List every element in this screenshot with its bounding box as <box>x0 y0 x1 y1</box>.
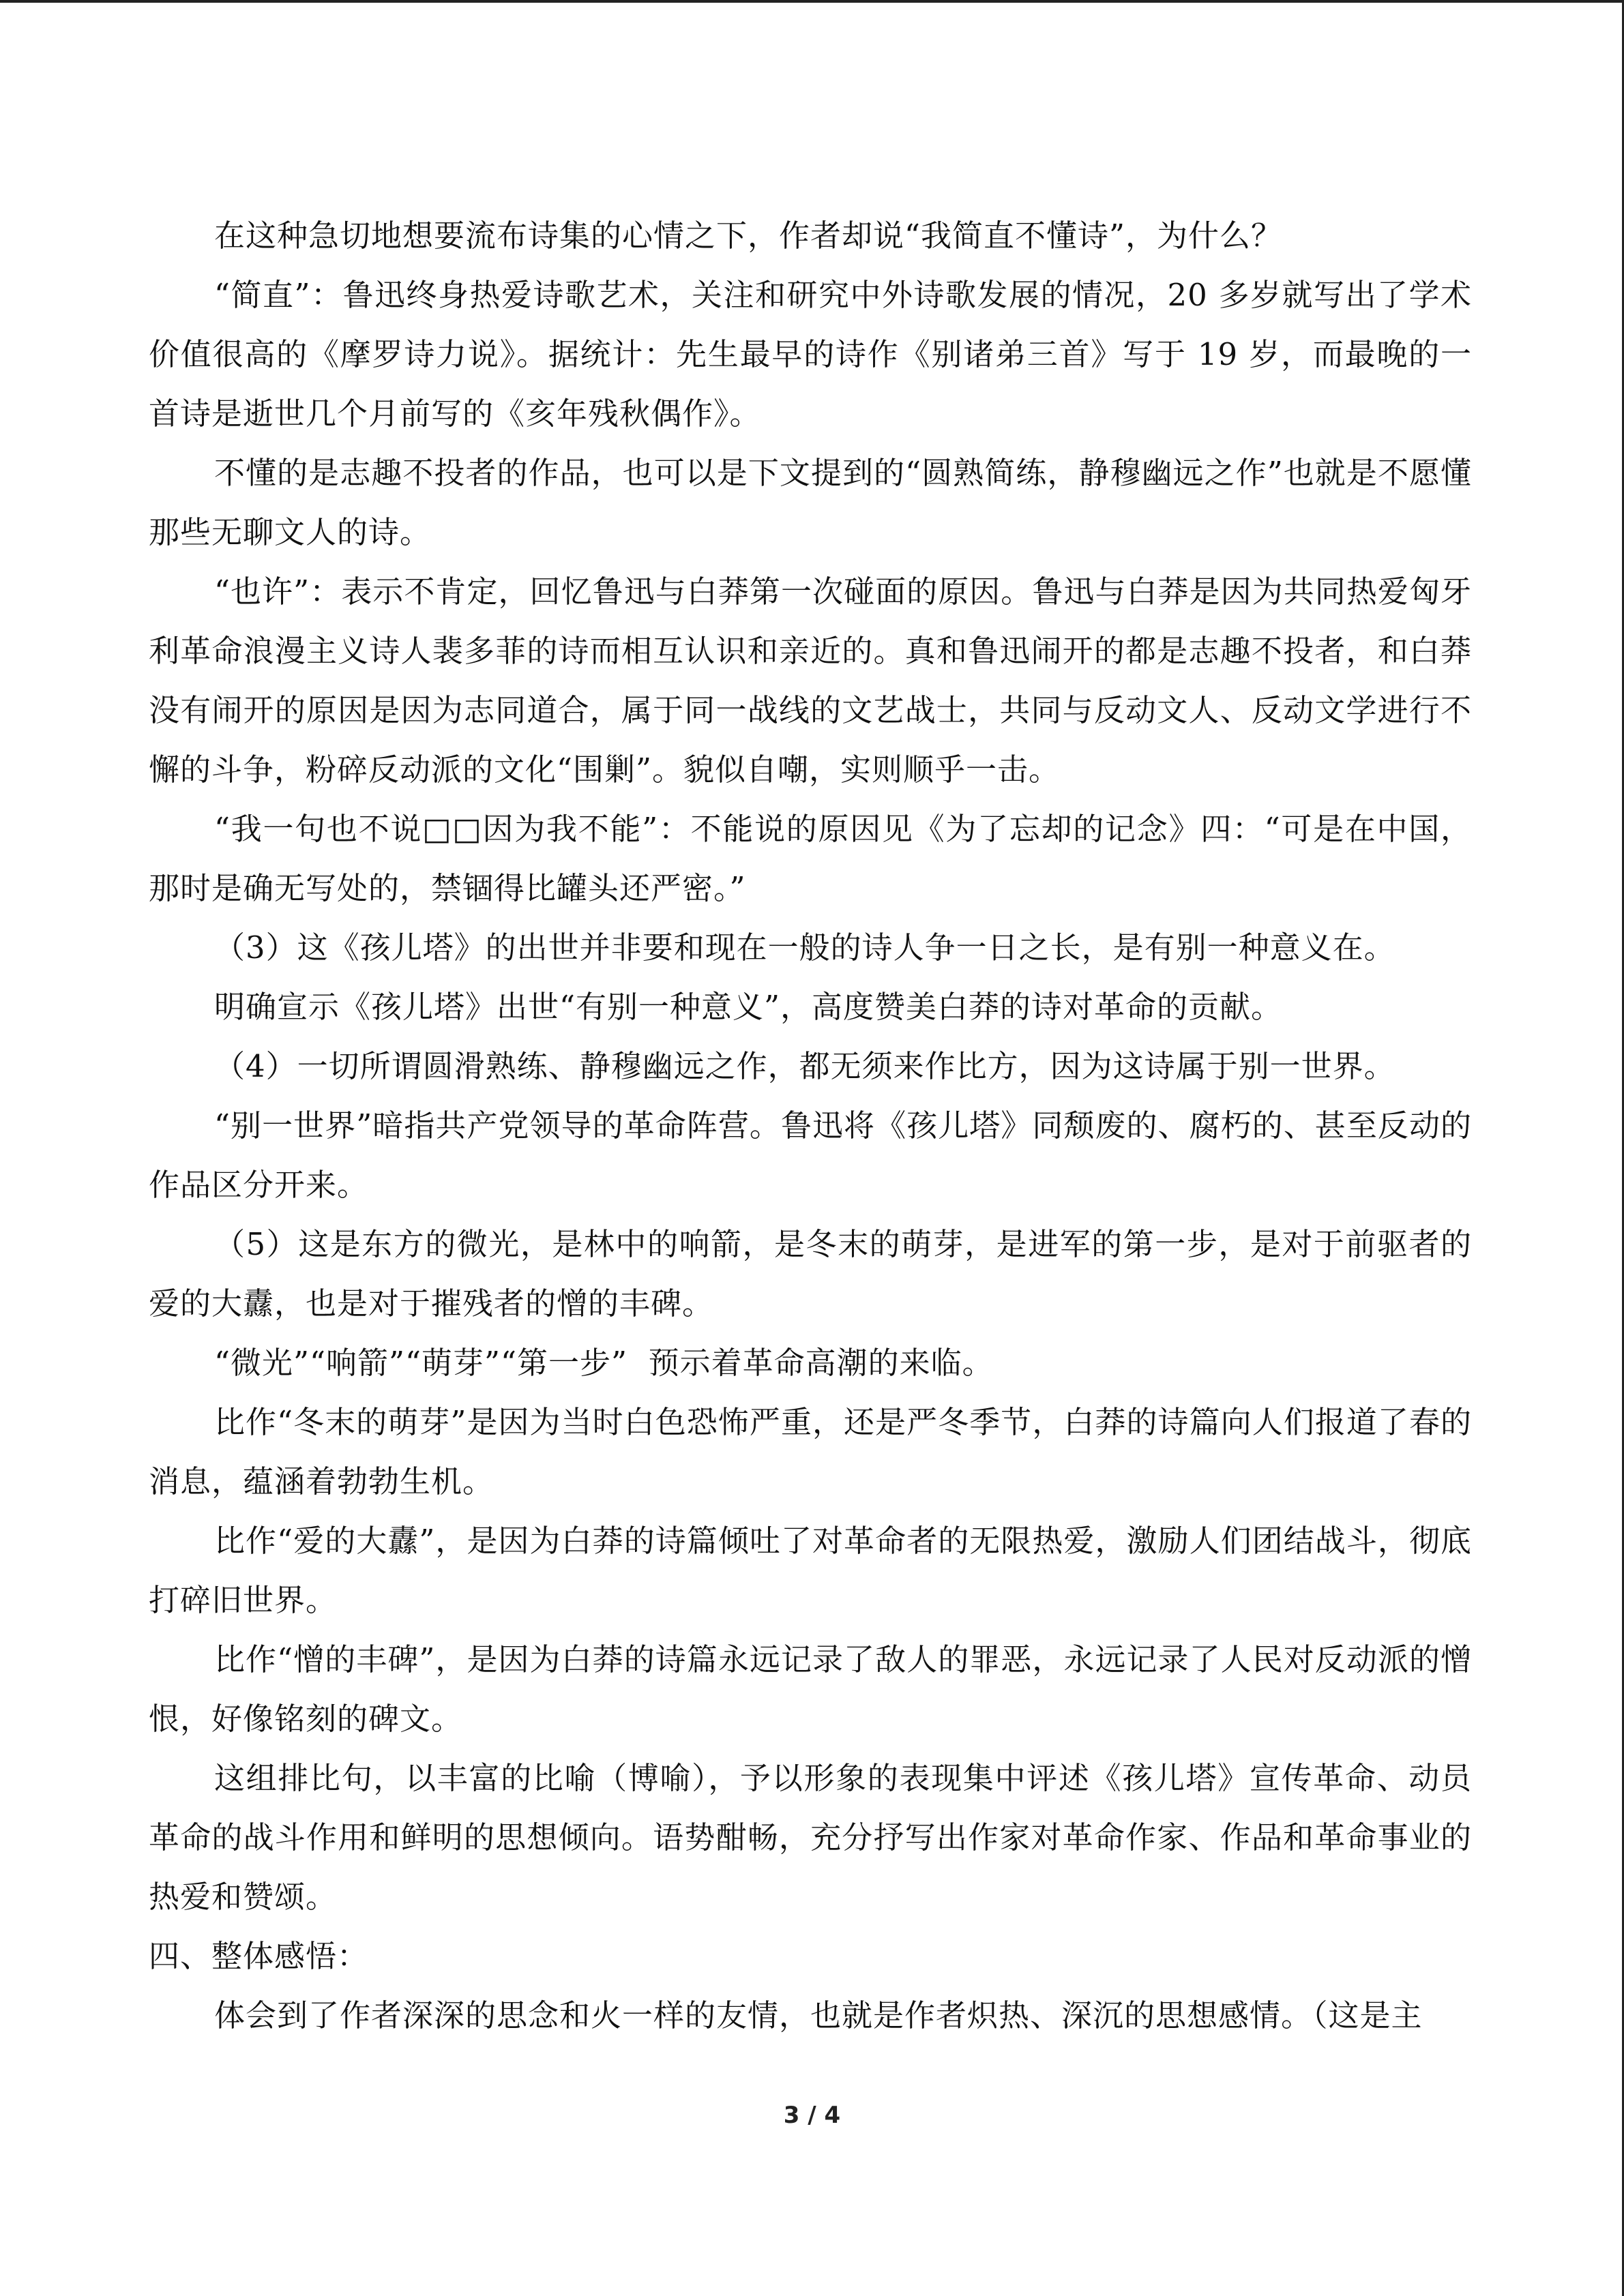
paragraph: 比作“爱的大纛”，是因为白莽的诗篇倾吐了对革命者的无限热爱，激励人们团结战斗，彻底打碎旧世界。 <box>149 1523 1472 1618</box>
paragraph: 比作“憎的丰碑”，是因为白莽的诗篇永远记录了敌人的罪恶，永远记录了人民对反动派的憎恨，好像铭刻的碑文。 <box>149 1641 1472 1737</box>
paragraph: 明确宣示《孩儿塔》出世“有别一种意义”，高度赞美白莽的诗对革命的贡献。 <box>214 989 1283 1025</box>
paragraph: 体会到了作者深深的思念和火一样的友情，也就是作者炽热、深沉的思想感情。（这是主 <box>214 1997 1423 2033</box>
paragraph: “别一世界”暗指共产党领导的革命阵营。鲁迅将《孩儿塔》同颓废的、腐朽的、甚至反动的作品区分开来。 <box>149 1107 1472 1203</box>
paragraph: 不懂的是志趣不投者的作品，也可以是下文提到的“圆熟简练，静穆幽远之作”也就是不愿懂那些无聊文人的诗。 <box>149 455 1472 550</box>
document-body <box>149 206 1472 2045</box>
paragraph: （4）一切所谓圆滑熟练、静穆幽远之作，都无须来作比方，因为这诗属于别一世界。 <box>214 1048 1396 1084</box>
paragraph: “简直”：鲁迅终身热爱诗歌艺术，关注和研究中外诗歌发展的情况，20 多岁就写出了学术价值很高的《摩罗诗力说》。据统计：先生最早的诗作《别诸弟三首》写于 19 岁，而最晚的一首诗是逝世几个月前写的《亥年残秋偶作》。 <box>149 277 1472 432</box>
paragraph: 比作“冬末的萌芽”是因为当时白色恐怖严重，还是严冬季节，白莽的诗篇向人们报道了春的消息，蕴涵着勃勃生机。 <box>149 1404 1472 1500</box>
paragraph: 四、整体感悟： <box>149 1938 369 1974</box>
paragraph: “微光”“响箭”“萌芽”“第一步” 预示着革命高潮的来临。 <box>214 1345 994 1381</box>
page-number: 3 / 4 <box>783 2102 841 2129</box>
paragraph: （3）这《孩儿塔》的出世并非要和现在一般的诗人争一日之长，是有别一种意义在。 <box>214 929 1396 966</box>
paragraph: 在这种急切地想要流布诗集的心情之下，作者却说“我简直不懂诗”，为什么？ <box>214 218 1283 254</box>
paragraph: 这组排比句，以丰富的比喻（博喻），予以形象的表现集中评述《孩儿塔》宣传革命、动员革命的战斗作用和鲜明的思想倾向。语势酣畅，充分抒写出作家对革命作家、作品和革命事业的热爱和赞颂。 <box>149 1760 1472 1915</box>
paragraph: （5）这是东方的微光，是林中的响箭，是冬末的萌芽，是进军的第一步，是对于前驱者的爱的大纛，也是对于摧残者的憎的丰碑。 <box>149 1226 1472 1322</box>
top-border-line <box>0 0 1624 3</box>
paragraph: “我一句也不说□□因为我不能”：不能说的原因见《为了忘却的记念》四：“可是在中国，那时是确无写处的，禁锢得比罐头还严密。” <box>149 811 1472 906</box>
paragraph: “也许”：表示不肯定，回忆鲁迅与白莽第一次碰面的原因。鲁迅与白莽是因为共同热爱匈牙利革命浪漫主义诗人裴多菲的诗而相互认识和亲近的。真和鲁迅闹开的都是志趣不投者，和白莽没有闹开的原因是因为志同道合，属于同一战线的文艺战士，共同与反动文人、反动文学进行不懈的斗争，粉碎反动派的文化“围剿”。貌似自嘲，实则顺乎一击。 <box>149 573 1472 788</box>
